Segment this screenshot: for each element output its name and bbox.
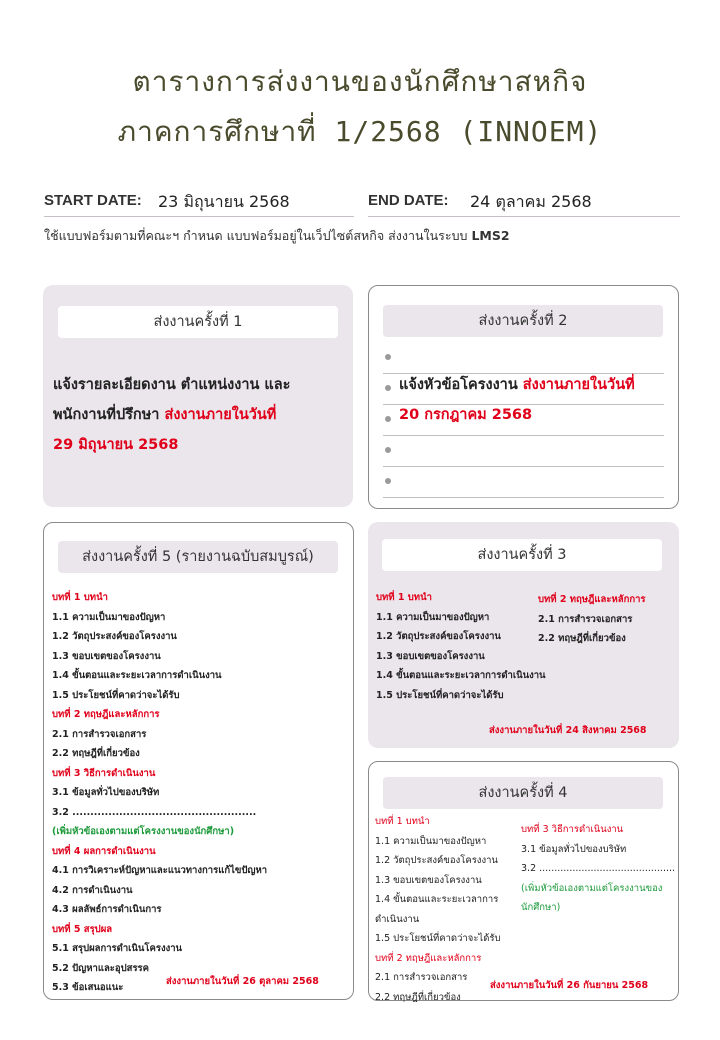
card-1-body (53, 370, 348, 460)
card5.items-item-16: 4.3 ผลลัพธ์การดำเนินการ (52, 904, 162, 915)
card5.items-item-13: บทที่ 4 ผลการดำเนินงาน (52, 845, 156, 857)
page-title: ตารางการส่งงานของนักศึกษาสหกิจ (132, 65, 588, 98)
card5.items-item-11: 3.2 ................................................... (52, 806, 257, 818)
submission-card-3 (368, 522, 679, 748)
card3.left_items-item-5: 1.5 ประโยชน์ที่คาดว่าจะได้รับ (376, 689, 504, 701)
bullet-dot (385, 416, 391, 422)
card5.items-item-10: 3.1 ข้อมูลทั่วไปของบริษัท (52, 787, 160, 798)
card5.items-item-15: 4.2 การดำเนินงาน (52, 884, 133, 896)
bullet-dot (385, 354, 391, 360)
card3.left_items-item-4: 1.4 ขั้นตอนและระยะเวลาการดำเนินงาน (376, 670, 546, 681)
bullet-line (383, 435, 664, 467)
card-3-header: ส่งงานครั้งที่ 3 (382, 539, 662, 571)
start-date-value: 23 มิถุนายน 2568 (158, 192, 290, 211)
date-row (44, 188, 680, 218)
card5.items-item-2: 1.2 วัตถุประสงค์ของโครงงาน (52, 631, 177, 642)
start-date-field (44, 188, 354, 217)
card4.right_items-item-0: บทที่ 3 วิธีการดำเนินงาน (521, 824, 624, 835)
card4.left_items-item-2: 1.2 วัตถุประสงค์ของโครงงาน (375, 855, 498, 866)
card5.items-item-4: 1.4 ขั้นตอนและระยะเวลาการดำเนินงาน (52, 670, 222, 681)
card-5-deadline: ส่งงานภายในวันที่ 26 ตุลาคม 2568 (166, 976, 319, 987)
card-1-line1: แจ้งรายละเอียดงาน ตำแหน่งงาน และ (53, 377, 291, 393)
card3.right_items-item-2: 2.2 ทฤษฎีที่เกี่ยวข้อง (538, 633, 626, 644)
card4.left_items-item-9: 2.2 ทฤษฎีที่เกี่ยวข้อง (375, 991, 461, 1003)
bullet-dot (385, 478, 391, 484)
card-1-line2: พนักงานที่ปรึกษา (53, 407, 160, 423)
card5.items-item-12: (เพิ่มหัวข้อเองตามแต่โครงงานของนักศึกษา) (52, 826, 235, 837)
start-date-label: START DATE: (44, 192, 142, 209)
end-date-label: END DATE: (368, 192, 449, 209)
instruction-text (44, 226, 680, 246)
card3.left_items-item-2: 1.2 วัตถุประสงค์ของโครงงาน (376, 631, 501, 642)
card-1-deadline-date: 29 มิถุนายน 2568 (53, 437, 179, 453)
card-1-deadline-prefix: ส่งงานภายในวันที่ (164, 407, 277, 423)
submission-card-2 (368, 285, 679, 509)
card4.left_items-item-4: 1.4 ขั้นตอนและระยะเวลาการ (375, 894, 499, 905)
card3.left_items-item-3: 1.3 ขอบเขตของโครงงาน (376, 650, 485, 662)
card4.left_items-item-0: บทที่ 1 บทนำ (375, 816, 430, 827)
bullet-dot (385, 385, 391, 391)
card-2-deadline-date: 20 กรกฎาคม 2568 (399, 407, 533, 423)
submission-card-5 (43, 522, 354, 1000)
card5.items-item-20: 5.3 ข้อเสนอแนะ (52, 982, 124, 993)
card5.items-item-17: บทที่ 5 สรุปผล (52, 923, 113, 935)
card-4-header: ส่งงานครั้งที่ 4 (383, 777, 663, 809)
card4.right_items-item-4: นักศึกษา) (521, 902, 561, 913)
card-2-deadline-prefix: ส่งงานภายในวันที่ (522, 377, 635, 393)
bullet-dot (385, 447, 391, 453)
card5.items-item-8: 2.2 ทฤษฎีที่เกี่ยวข้อง (52, 748, 140, 759)
card5.items-item-5: 1.5 ประโยชน์ที่คาดว่าจะได้รับ (52, 689, 180, 701)
card3.right_items-item-0: บทที่ 2 ทฤษฎีและหลักการ (538, 594, 646, 605)
card-3-outline-right (538, 590, 673, 649)
card-5-header: ส่งงานครั้งที่ 5 (รายงานฉบับสมบูรณ์) (58, 541, 338, 573)
submission-card-4 (368, 761, 679, 1001)
card-3-deadline: ส่งงานภายในวันที่ 24 สิงหาคม 2568 (489, 725, 647, 736)
card5.items-item-9: บทที่ 3 วิธีการดำเนินงาน (52, 767, 156, 779)
card-2-header: ส่งงานครั้งที่ 2 (383, 305, 663, 337)
card5.items-item-3: 1.3 ขอบเขตของโครงงาน (52, 650, 161, 662)
card4.left_items-item-7: บทที่ 2 ทฤษฎีและหลักการ (375, 952, 482, 964)
card-1-header: ส่งงานครั้งที่ 1 (58, 306, 338, 338)
bullet-line (383, 466, 664, 498)
card-2-line1: แจ้งหัวข้อโครงงาน (399, 377, 518, 393)
card5.items-item-18: 5.1 สรุปผลการดำเนินโครงงาน (52, 943, 183, 954)
card4.left_items-item-1: 1.1 ความเป็นมาของปัญหา (375, 835, 487, 847)
card4.right_items-item-1: 3.1 ข้อมูลทั่วไปของบริษัท (521, 843, 627, 855)
card4.right_items-item-2: 3.2 ............................................. (521, 863, 676, 874)
card-3-outline-left (376, 588, 556, 705)
instruction-body: ใช้แบบฟอร์มตามที่คณะฯ กำหนด แบบฟอร์มอยู่ในเว็ปไซต์สหกิจ ส่งงานในระบบ (44, 228, 472, 243)
card5.items-item-19: 5.2 ปัญหาและอุปสรรค (52, 962, 149, 974)
card4.left_items-item-3: 1.3 ขอบเขตของโครงงาน (375, 874, 482, 886)
card-2-line1-wrap (399, 370, 674, 400)
submission-card-1 (43, 285, 353, 507)
card4.right_items-item-3: (เพิ่มหัวข้อเองตามแต่โครงงานของ (521, 882, 663, 894)
end-date-field (368, 188, 680, 217)
card5.items-item-0: บทที่ 1 บทนำ (52, 592, 108, 603)
card-5-outline-list (52, 588, 347, 998)
card4.left_items-item-8: 2.1 การสำรวจเอกสาร (375, 972, 468, 983)
card3.left_items-item-0: บทที่ 1 บทนำ (376, 592, 432, 603)
card-1-line2-wrap (53, 400, 348, 430)
card5.items-item-1: 1.1 ความเป็นมาของปัญหา (52, 611, 166, 623)
card3.right_items-item-1: 2.1 การสำรวจเอกสาร (538, 613, 633, 625)
card3.left_items-item-1: 1.1 ความเป็นมาของปัญหา (376, 611, 490, 623)
card-2-body (399, 370, 674, 430)
card4.left_items-item-5: ดำเนินงาน (375, 913, 420, 925)
end-date-value: 24 ตุลาคม 2568 (470, 192, 592, 211)
card-4-outline-right (521, 820, 676, 918)
card-4-deadline: ส่งงานภายในวันที่ 26 กันยายน 2568 (490, 980, 649, 991)
instruction-system: LMS2 (471, 228, 510, 243)
page-subtitle: ภาคการศึกษาที่ 1/2568 (INNOEM) (117, 115, 603, 148)
card5.items-item-7: 2.1 การสำรวจเอกสาร (52, 728, 147, 740)
card5.items-item-14: 4.1 การวิเคราะห์ปัญหาและแนวทางการแก้ไขปัญหา (52, 865, 268, 876)
card4.left_items-item-6: 1.5 ประโยชน์ที่คาดว่าจะได้รับ (375, 933, 501, 944)
card5.items-item-6: บทที่ 2 ทฤษฎีและหลักการ (52, 709, 160, 720)
